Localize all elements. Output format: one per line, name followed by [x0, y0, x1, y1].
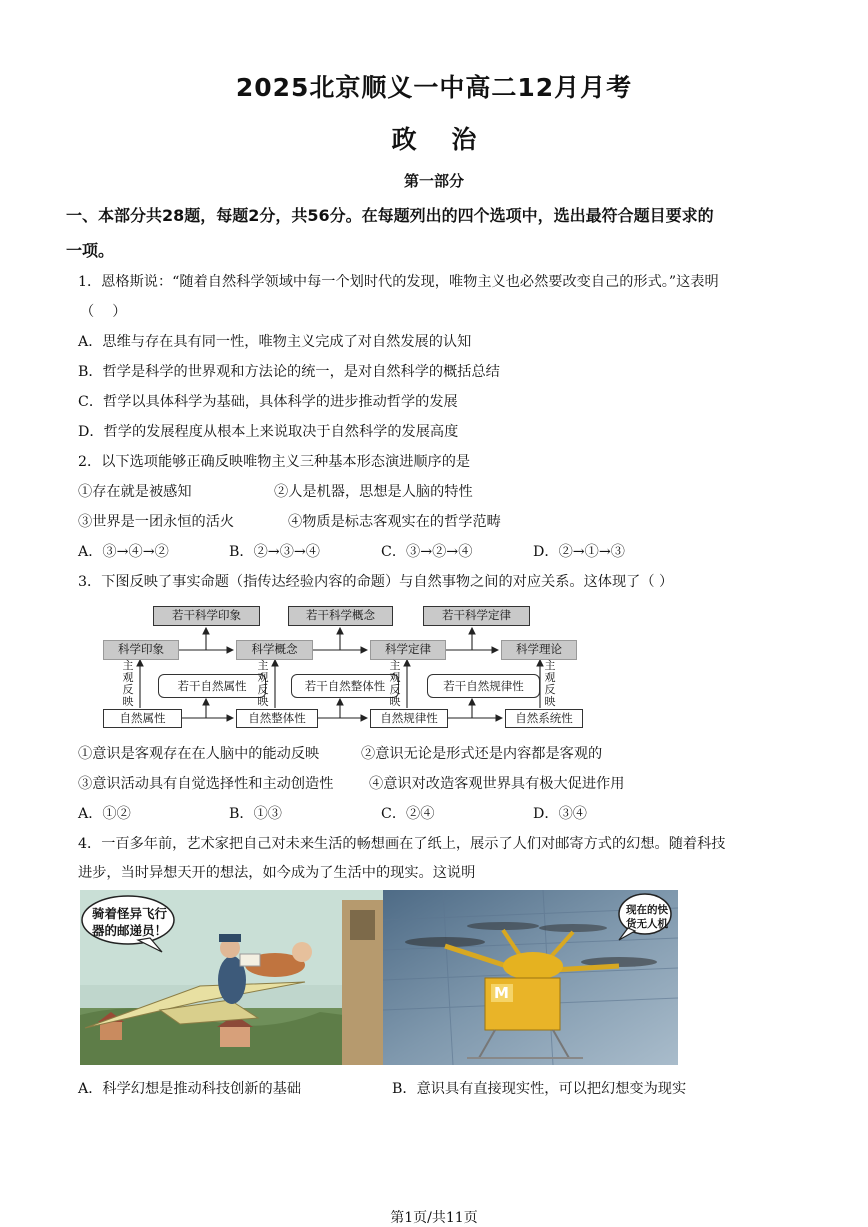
q3-statement-3: ③意识活动具有自觉选择性和主动创造性: [78, 776, 334, 792]
diagram-top-box-1: 若干科学印象: [153, 606, 260, 626]
q3-statement-1: ①意识是客观存在在人脑中的能动反映: [78, 746, 320, 762]
bubble-right-line2: 货无人机: [626, 918, 668, 930]
part-heading: 第一部分: [403, 172, 464, 190]
diagram-bottom-box-1: 自然属性: [103, 709, 182, 728]
q3-option-a: A．①②: [78, 806, 131, 822]
q3-statement-4: ④意识对改造客观世界具有极大促进作用: [369, 776, 625, 792]
diagram-mid-box-1: 若干自然属性: [158, 674, 266, 698]
q2-statement-4: ④物质是标志客观实在的哲学范畴: [288, 514, 501, 530]
diagram-row-box-2: 科学概念: [236, 640, 313, 660]
q2-option-d: D．②→①→③: [533, 544, 625, 560]
bubble-right-line1: 现在的快: [626, 904, 668, 916]
q2-option-a: A．③→④→②: [78, 544, 169, 560]
q2-stem: 2．以下选项能够正确反映唯物主义三种基本形态演进顺序的是: [78, 454, 471, 470]
q1-option-a: A．思维与存在具有同一性，唯物主义完成了对自然发展的认知: [78, 334, 472, 350]
diagram-row-box-4: 科学理论: [501, 640, 577, 660]
diagram-side-label-1: 主观反映: [122, 659, 134, 708]
q2-statement-3: ③世界是一团永恒的活火: [78, 514, 235, 530]
diagram-mid-box-3: 若干自然规律性: [427, 674, 540, 698]
bubble-left-line1: 骑着怪异飞行: [92, 906, 168, 921]
diagram-row-box-3: 科学定律: [370, 640, 446, 660]
q2-option-c: C．③→②→④: [381, 544, 473, 560]
q3-option-b: B．①③: [229, 806, 282, 822]
diagram-top-box-2: 若干科学概念: [288, 606, 393, 626]
q1-option-b: B．哲学是科学的世界观和方法论的统一，是对自然科学的概括总结: [78, 364, 500, 380]
section-instructions-line1: 一、本部分共28题，每题2分，共56分。在每题列出的四个选项中，选出最符合题目要求的: [66, 206, 714, 225]
diagram-side-label-2: 主观反映: [257, 659, 269, 708]
delivery-drone-photo: [383, 890, 678, 1065]
bubble-left-line2: 器的邮递员！: [92, 923, 168, 938]
q2-option-b: B．②→③→④: [229, 544, 320, 560]
diagram-side-label-3: 主观反映: [389, 659, 401, 708]
section-instructions-line2: 一项。: [66, 241, 115, 260]
q4-stem-line2: 进步，当时异想天开的想法，如今成为了生活中的现实。这说明: [78, 865, 476, 881]
q2-statement-2: ②人是机器，思想是人脑的特性: [274, 484, 473, 500]
q3-option-c: C．②④: [381, 806, 435, 822]
diagram-bottom-box-3: 自然规律性: [370, 709, 448, 728]
diagram-top-box-3: 若干科学定律: [423, 606, 530, 626]
q4-option-a: A．科学幻想是推动科技创新的基础: [78, 1081, 302, 1097]
diagram-bottom-box-4: 自然系统性: [505, 709, 583, 728]
q3-option-d: D．③④: [533, 806, 587, 822]
diagram-row-box-1: 科学印象: [103, 640, 179, 660]
drone-badge: M: [494, 984, 509, 1002]
q1-option-c: C．哲学以具体科学为基础，具体科学的进步推动哲学的发展: [78, 394, 458, 410]
q3-stem: 3．下图反映了事实命题（指传达经验内容的命题）与自然事物之间的对应关系。这体现了（ ）: [78, 574, 674, 590]
diagram-side-label-4: 主观反映: [544, 659, 556, 708]
exam-title: 2025北京顺义一中高二12月月考: [235, 73, 633, 102]
diagram-bottom-box-2: 自然整体性: [236, 709, 318, 728]
q1-stem: 1．恩格斯说：“随着自然科学领域中每一个划时代的发现，唯物主义也必然要改变自己的形式。”这表明: [78, 274, 719, 290]
q1-blank: （ ）: [80, 304, 127, 320]
subject-title: 政 治: [391, 125, 477, 154]
vintage-postman-illustration: [80, 890, 383, 1065]
q2-statement-1: ①存在就是被感知: [78, 484, 192, 500]
q4-option-b: B．意识具有直接现实性，可以把幻想变为现实: [392, 1081, 687, 1097]
page-footer: 第1页/共11页: [390, 1210, 478, 1226]
q1-option-d: D．哲学的发展程度从根本上来说取决于自然科学的发展高度: [78, 424, 459, 440]
q4-stem-line1: 4．一百多年前，艺术家把自己对未来生活的畅想画在了纸上，展示了人们对邮寄方式的幻想。随着科技: [78, 836, 726, 852]
q3-diagram: [100, 602, 590, 732]
q3-statement-2: ②意识无论是形式还是内容都是客观的: [361, 746, 603, 762]
diagram-mid-box-2: 若干自然整体性: [291, 674, 399, 698]
